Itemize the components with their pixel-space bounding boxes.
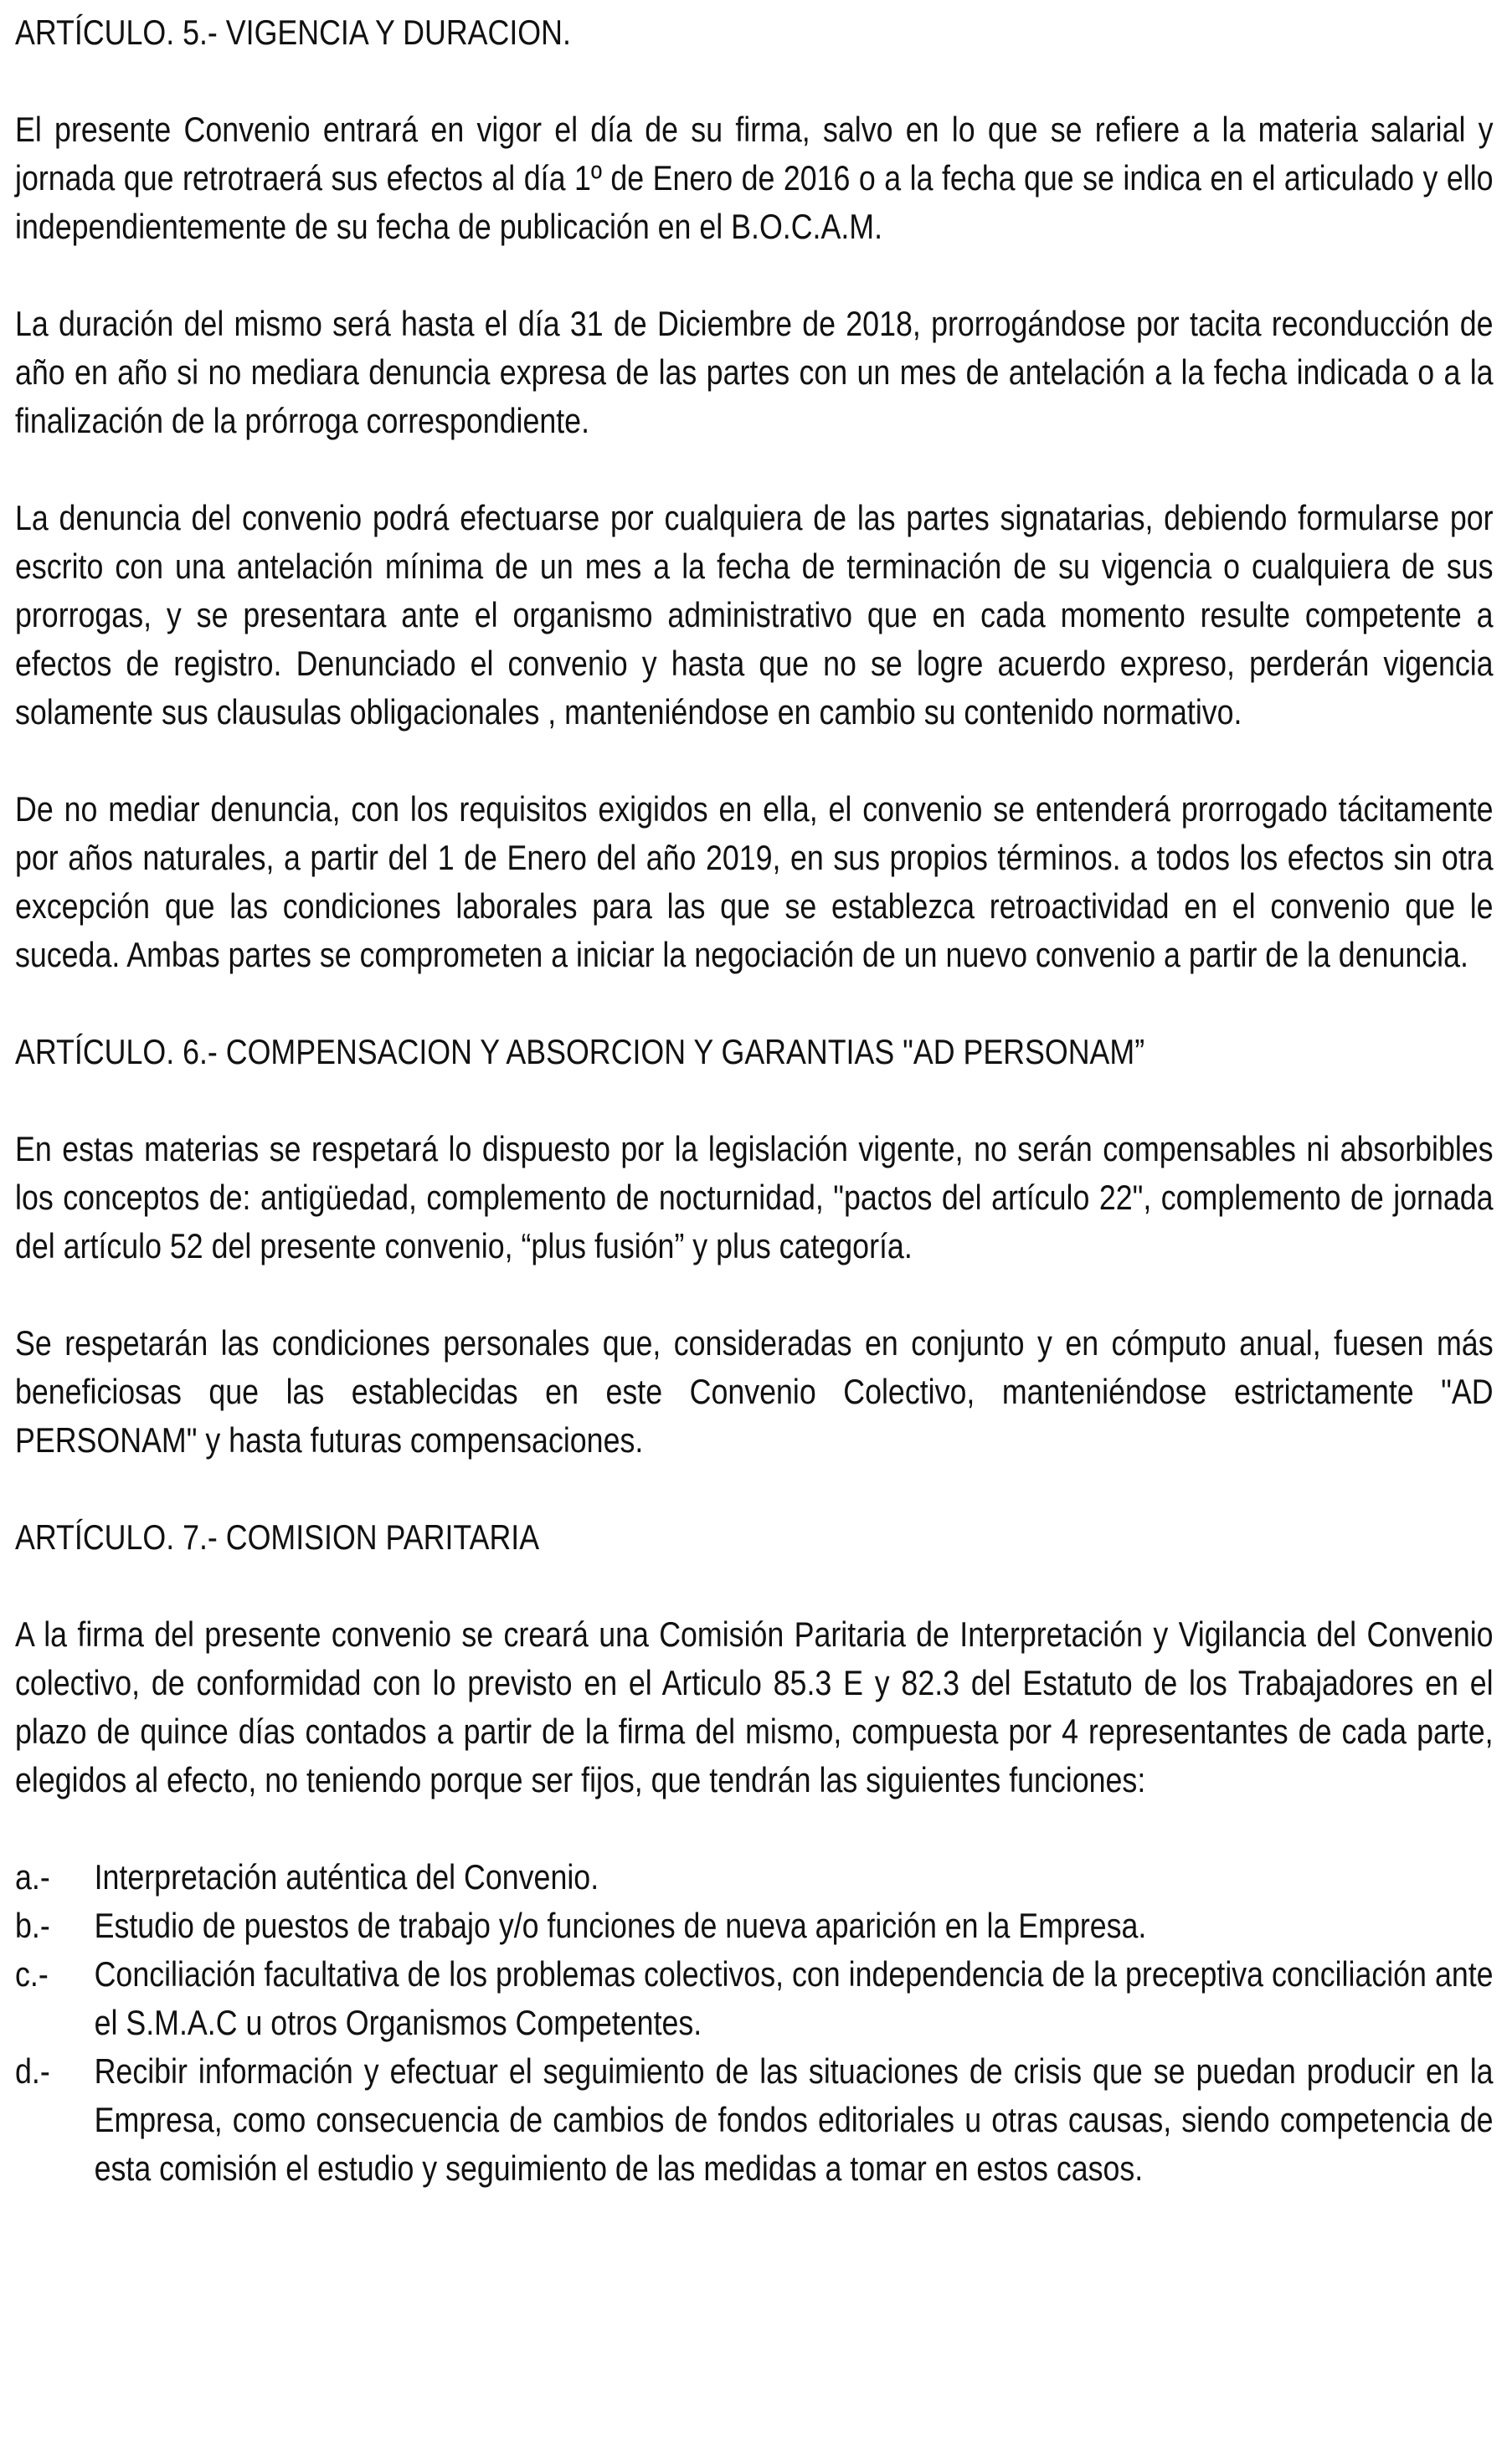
list-item [15,1902,1494,1950]
list-item-text: Interpretación auténtica del Convenio. [94,1857,599,1897]
spacer [15,445,1494,494]
spacer [15,979,1494,1028]
list-marker: b.- [15,1906,50,1945]
article-5-paragraph-1: El presente Convenio entrará en vigor el día de su firma, salvo en lo que se refiere a la materia salarial y jornada que retrotraerá sus efectos al día 1º de Enero de 2016 o a la fecha que se indica en el articulado y ello independientemente de su fecha de publicación en el B.O.C.A.M. [15,110,1494,246]
document-page [15,8,1494,2193]
article-7-paragraph-1: A la firma del presente convenio se creará una Comisión Paritaria de Interpretación y Vigilancia del Convenio colectivo, de conformidad con lo previsto en el Articulo 85.3 E y 82.3 del Estatuto de los Trabajadores en el plazo de quince días contados a partir de la firma del mismo, compuesta por 4 representantes de cada parte, elegidos al efecto, no teniendo porque ser fijos, que tendrán las siguientes funciones: [15,1614,1494,1799]
list-item [15,2047,1494,2193]
article-5-paragraph-3: La denuncia del convenio podrá efectuarse por cualquiera de las partes signatarias, debiendo formularse por escrito con una antelación mínima de un mes a la fecha de terminación de su vigencia o cualquiera de sus prorrogas, y se presentara ante el organismo administrativo que en cada momento resulte competente a efectos de registro. Denunciado el convenio y hasta que no se logre acuerdo expreso, perderán vigencia solamente sus clausulas obligacionales , manteniéndose en cambio su contenido normativo. [15,498,1494,732]
list-marker: a.- [15,1857,50,1897]
spacer [15,1076,1494,1125]
functions-list [15,1853,1494,2193]
article-6-heading: ARTÍCULO. 6.- COMPENSACION Y ABSORCION Y GARANTIAS "AD PERSONAM” [15,1032,1145,1071]
spacer [15,57,1494,105]
spacer [15,737,1494,785]
list-marker: d.- [15,2051,50,2091]
spacer [15,1270,1494,1319]
list-item-text: Estudio de puestos de trabajo y/o funciones de nueva aparición en la Empresa. [94,1906,1147,1945]
list-item [15,1853,1494,1902]
spacer [15,1562,1494,1610]
article-5-paragraph-2: La duración del mismo será hasta el día 31 de Diciembre de 2018, prorrogándose por tacita reconducción de año en año si no mediara denuncia expresa de las partes con un mes de antelación a la fecha indicada o a la finalización de la prórroga correspondiente. [15,304,1494,440]
article-7-heading: ARTÍCULO. 7.- COMISION PARITARIA [15,1517,540,1557]
spacer [15,251,1494,300]
article-5-heading: ARTÍCULO. 5.- VIGENCIA Y DURACION. [15,13,571,52]
spacer [15,1804,1494,1853]
list-marker: c.- [15,1954,49,1994]
list-item-text: Conciliación facultativa de los problemas colectivos, con independencia de la preceptiva conciliación ante el S.M.A.C u otros Organismos Competentes. [94,1954,1494,2042]
article-6-paragraph-1: En estas materias se respetará lo dispuesto por la legislación vigente, no serán compensables ni absorbibles los conceptos de: antigüedad, complemento de nocturnidad, "pactos del artículo 22", complemento de jornada del artículo 52 del presente convenio, “plus fusión” y plus categoría. [15,1129,1494,1265]
article-6-paragraph-2: Se respetarán las condiciones personales que, consideradas en conjunto y en cómputo anual, fuesen más beneficiosas que las establecidas en este Convenio Colectivo, manteniéndose estrictamente "AD PERSONAM" y hasta futuras compensaciones. [15,1323,1494,1460]
list-item-text: Recibir información y efectuar el seguimiento de las situaciones de crisis que se puedan producir en la Empresa, como consecuencia de cambios de fondos editoriales u otras causas, siendo competencia de esta comisión el estudio y seguimiento de las medidas a tomar en estos casos. [94,2051,1494,2188]
article-5-paragraph-4: De no mediar denuncia, con los requisitos exigidos en ella, el convenio se entenderá prorrogado tácitamente por años naturales, a partir del 1 de Enero del año 2019, en sus propios términos. a todos los efectos sin otra excepción que las condiciones laborales para las que se establezca retroactividad en el convenio que le suceda. Ambas partes se comprometen a iniciar la negociación de un nuevo convenio a partir de la denuncia. [15,789,1494,974]
spacer [15,1465,1494,1513]
list-item [15,1950,1494,2047]
